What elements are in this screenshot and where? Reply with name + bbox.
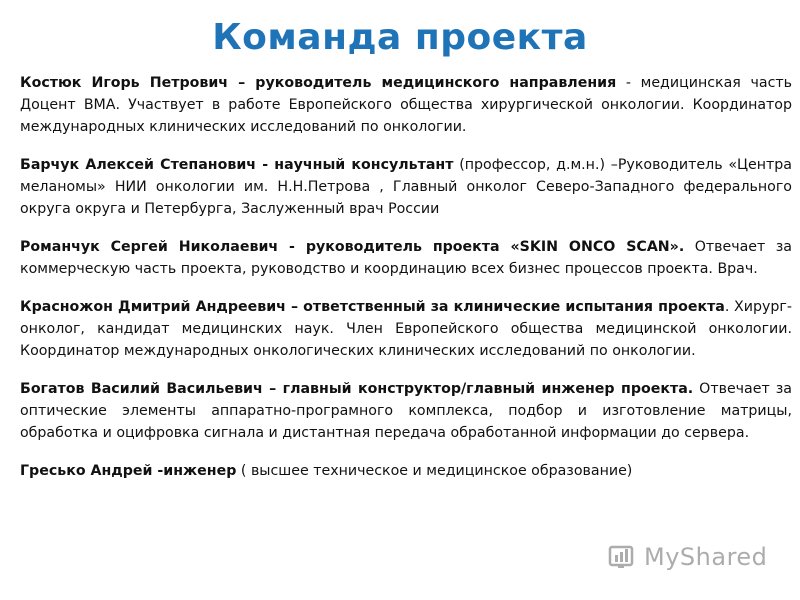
- member-role: - руководитель проекта «SKIN ONCO SCAN».: [278, 239, 685, 255]
- slide-title: Команда проекта: [212, 17, 588, 58]
- watermark-text: MyShared: [644, 543, 768, 571]
- member-name: Романчук Сергей Николаевич: [20, 239, 279, 255]
- member-role: - научный консультант: [256, 157, 454, 173]
- member-role: – ответственный за клинические испытания проекта: [285, 299, 725, 315]
- member-name: Барчук Алексей Степанович: [20, 157, 256, 173]
- team-member: [20, 296, 792, 362]
- member-role: – главный конструктор/главный инженер проекта.: [262, 381, 694, 397]
- team-list: [20, 72, 792, 498]
- member-description: ( высшее техническое и медицинское образование): [236, 463, 633, 479]
- watermark: [608, 542, 767, 572]
- member-description: Отвечает за оптические элементы аппаратно-програмного комплекса, подбор и изготовление матрицы, обработка и оцифровка сигнала и дистантная передача обработанной информации до сервера.: [20, 381, 792, 441]
- team-member: [20, 378, 792, 444]
- member-description: Отвечает за коммерческую часть проекта, руководство и координацию всех бизнес процессов проекта. Врач.: [20, 239, 792, 277]
- member-role: -инженер: [152, 463, 237, 479]
- member-description: (профессор, д.м.н.) –Руководитель «Центра меланомы» НИИ онкологии им. Н.Н.Петрова , Главный онколог Северо-Западного федерального округа округа и Петербурга, Заслуженный врач России: [20, 157, 792, 217]
- team-member: [20, 460, 792, 482]
- team-member: [20, 72, 792, 138]
- myshared-logo-icon: [608, 543, 640, 571]
- team-member: [20, 154, 792, 220]
- member-name: Костюк Игорь Петрович: [20, 75, 229, 91]
- member-name: Богатов Василий Васильевич: [20, 381, 263, 397]
- member-description: . Хирург-онколог, кандидат медицинских наук. Член Европейского общества медицинской онкологии. Координатор международных онкологических клинических исследований по онкологии.: [20, 299, 792, 359]
- member-name: Гресько Андрей: [20, 463, 153, 479]
- member-description: - медицинская часть Доцент ВМА. Участвует в работе Европейского общества хирургической онкологии. Координатор международных клинических исследований по онкологии.: [20, 75, 793, 135]
- team-member: [20, 236, 792, 280]
- member-name: Красножон Дмитрий Андреевич: [20, 299, 286, 315]
- member-role: – руководитель медицинского направления: [228, 75, 617, 91]
